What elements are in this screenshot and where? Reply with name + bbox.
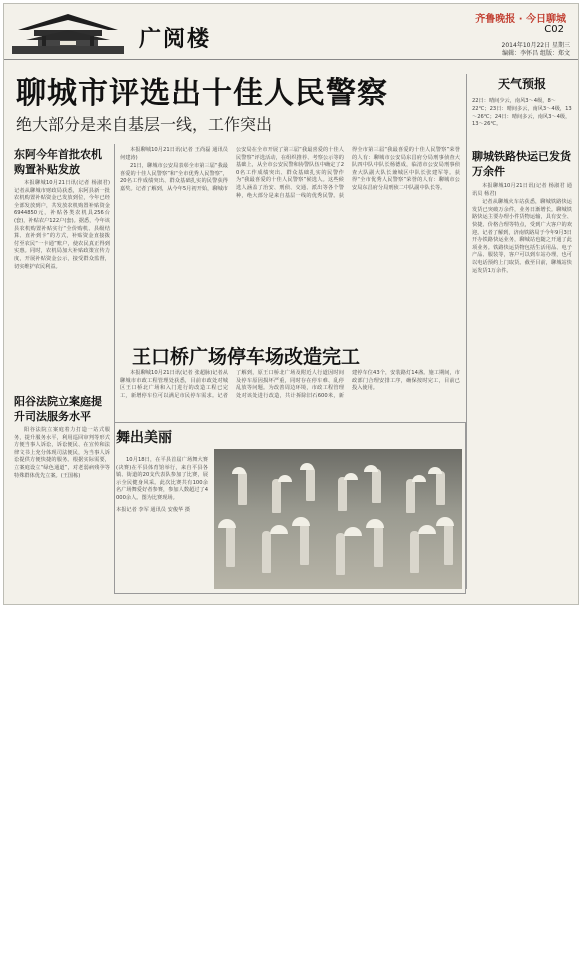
weather-box <box>472 76 572 129</box>
dance-fan <box>232 467 246 474</box>
article-body: 阳谷法院立案庭着力打造一站式服务，提升服务水平，利用巡回审判等形式方便当事人诉讼，诉讼便民、在宣传和法律文书上充分体现司法便民，为当事人诉讼提供方便快捷的服务。根据实际需要，立案庭设立“绿色通道”，对老弱病残孕等特殊群体优先立案。(王国栋) <box>14 427 110 479</box>
lead-body: 21日，聊城市公安局表彰全市第三届“我最喜爱的十佳人民警察”和“全市优秀人民警察”，20名工作成绩突出、群众基础扎实的民警获得嘉奖。记者了解到，从今年5月初开始，聊城市公安局在全市开展了第三届“我最喜爱的十佳人民警察”评选活动，在组织推荐、考察公示等的基础上，从全市公安民警和协警队伍中确定了20名工作成绩突出、群众基础扎实的民警作为“我最喜爱的十佳人民警察”候选人。这些候选人涵盖了治安、刑侦、交通、派出等各个警种，绝大部分是来自基层一线的优秀民警。获得全市第三届“我最喜爱的十佳人民警察”荣誉的人有：聊城市公安局东昌府分局刑事侦查大队四中队中队长杨德成，临清市公安局刑事侦查大队副大队长兼城区中队长张建军等。获得“全市优秀人民警察”荣誉的人有：聊城市公安局东昌府分局刑侦二中队副中队长等。 <box>120 147 460 199</box>
parking-headline: 王口桥广场停车场改造完工 <box>132 346 361 368</box>
brand-name: 齐鲁晚报 · 今日聊城 <box>475 14 566 25</box>
dancer-figure <box>226 525 235 567</box>
dancer-figure <box>272 479 281 513</box>
masthead <box>4 4 578 56</box>
dancer-figure <box>436 471 445 505</box>
photo-title: 舞出美丽 <box>116 430 172 446</box>
dancer-figure <box>374 525 383 567</box>
lead-subhead: 绝大部分是来自基层一线，工作突出 <box>16 115 273 134</box>
date-editor-line <box>502 42 570 58</box>
rail-byline: 本报聊城10月21日讯(记者 杨淑君 通讯员 杨君) <box>472 183 572 197</box>
dance-fan <box>436 517 454 526</box>
weather-title: 天气预报 <box>497 77 546 91</box>
rail-title: 聊城铁路快运已发货万余件 <box>472 150 571 178</box>
dance-photo <box>214 449 462 589</box>
masthead-rule <box>4 59 578 60</box>
dance-fan <box>218 519 236 528</box>
weather-body: 22日：晴间少云，南风3～4级，8～22℃；23日：晴间多云，南风3～4级，13～26℃；24日：晴间多云，南风3～4级，13～26℃。 <box>472 98 572 128</box>
dance-fan <box>292 517 310 526</box>
dancer-figure <box>306 467 315 501</box>
lead-story-body <box>120 147 460 322</box>
dancer-figure <box>406 479 415 513</box>
newspaper-page <box>3 3 579 605</box>
photo-credit: 本报记者 李军 通讯员 安俊华 摄 <box>116 506 191 513</box>
rail-article <box>472 149 572 276</box>
photo-caption: 10月18日，在平县首届广场舞大赛(决赛)在平县体育馆举行，来自平县各镇、街道的20支代表队参加了比赛，展示全民健身风采。此次比赛共有100余名广场舞爱好者参赛，参加人数超过了4000余人。图为比赛现场。 <box>116 457 208 501</box>
page-number: C02 <box>544 24 564 35</box>
dance-fan <box>344 473 358 480</box>
column-title: 广阅楼 <box>139 26 212 52</box>
dance-fan <box>412 475 426 482</box>
dance-fan <box>364 465 378 472</box>
rail-body: 记者从聊城火车站获悉，聊城铁路快运发货已突破万余件，业务日渐增长。聊城铁路快运主要办理小件货物运输，具有安全、快捷、价格合理等特点，受到广大客户的欢迎。记者了解到，济南铁路局于今年9月3日开办铁路快运业务，聊城站也随之开通了此项业务。铁路快运货物包括生活用品、电子产品、服装等，客户可以到车站办理，也可以电话预约上门取货。截至目前，聊城站快运发货1万余件。 <box>472 199 572 274</box>
dancer-figure <box>444 523 453 565</box>
dance-fan <box>428 467 442 474</box>
dancer-figure <box>372 469 381 503</box>
dance-fan <box>270 525 288 534</box>
dancer-figure <box>300 523 309 565</box>
dance-fan <box>366 519 384 528</box>
date-line: 2014年10月22日 星期三 <box>501 42 570 49</box>
dancer-figure <box>410 531 419 573</box>
dancer-figure <box>262 531 271 573</box>
dancer-figure <box>336 533 345 575</box>
dancer-figure <box>238 471 247 505</box>
pagoda-logo <box>12 8 124 54</box>
article-body: 本报聊城10月21日讯(记者 杨淑君)记者从聊城市财政局获悉，东阿县新一批农机购置补贴资金已发放到位，今年已经全部发放到户，共发放农机购置补贴资金6944850元，补贴各类农机具256台(套)，补贴农户122户(套)。据悉，今年该县农机购置补贴实行“全价购机、县级结算、直补到卡”的方式，补贴资金直接拨付至农民“一卡通”账户，使农民真正得到实惠。同时，农机局加大补贴政策宣传力度，开展补贴资金公示，接受群众监督，切实维护农民利益。 <box>14 180 110 270</box>
dancer-figure <box>338 477 347 511</box>
right-column-divider <box>466 74 467 589</box>
article-title: 东阿今年首批农机购置补贴发放 <box>14 148 102 176</box>
lead-headline: 聊城市评选出十佳人民警察 <box>16 76 388 111</box>
lead-byline: 本报聊城10月21日讯(记者 王尚磊 通讯员 何建涛) <box>120 147 228 161</box>
editors-line: 编辑：李怀昌 组版：郑文 <box>502 50 570 57</box>
left-article-court <box>14 394 110 481</box>
dance-fan <box>418 525 436 534</box>
article-title: 阳谷法院立案庭提升司法服务水平 <box>14 395 102 423</box>
dance-fan <box>344 527 362 536</box>
left-article-farm-subsidy <box>14 147 110 272</box>
photo-caption-block <box>116 427 208 587</box>
dance-fan <box>278 475 292 482</box>
parking-body: 本报聊城10月21日讯(记者 张超脉)记者从聊城市市政工程管理处获悉，目前市政处对城区王口桥北广场和入门进行的改造工程已完工，新增停车位可以满足市民停车需求。记者了解到，原王口桥北广场及附近人行道因时间及停车原因损坏严重，同时存在停车难、乱停乱放等问题。为改善周边环境，市政工程管理处对该处进行改造，共计拆除旧石600米，新建停车位43个，安装路灯14盏。施工期间，市政部门合理安排工序，确保按时完工，目前已投入使用。 <box>120 370 460 399</box>
dance-fan <box>300 463 314 470</box>
